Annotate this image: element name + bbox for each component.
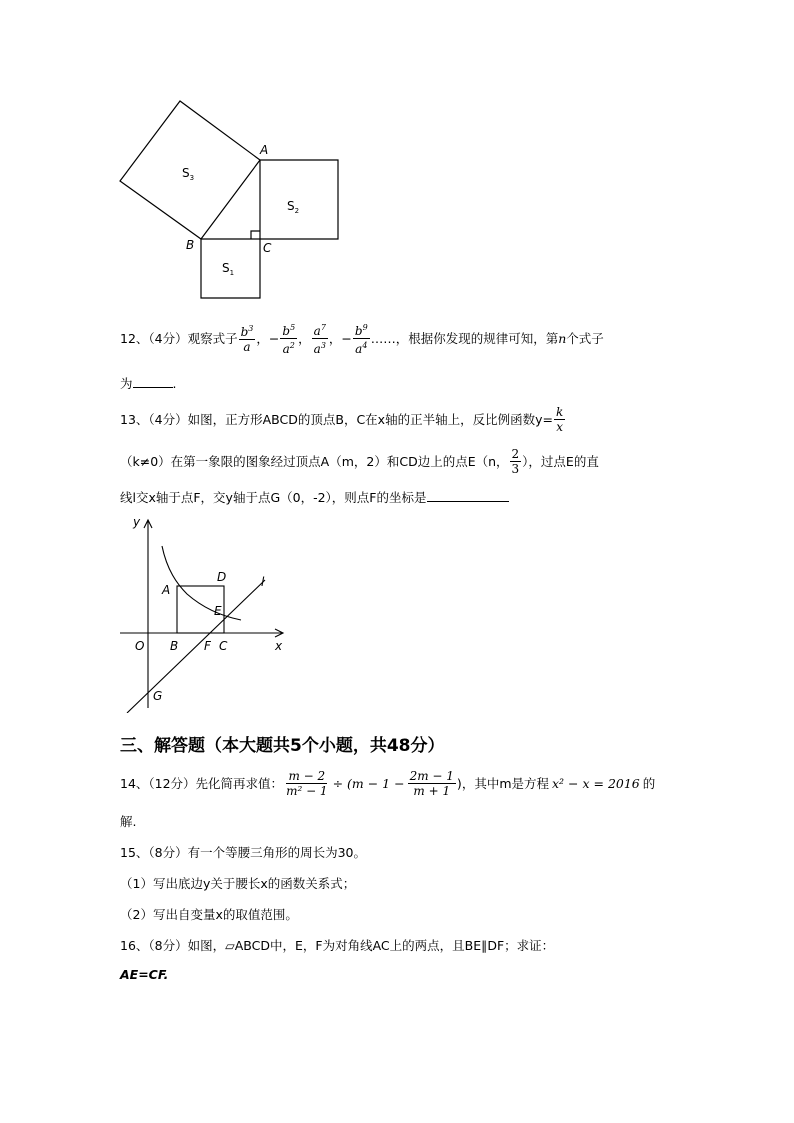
fig2-d: D <box>217 570 227 584</box>
label-s1: $S_1$ <box>222 261 235 277</box>
q14-fraction1: $\frac{m - 2}{\text{m² − 1}}$ <box>286 768 328 798</box>
question-13-line2 <box>120 442 599 480</box>
fig2-y: y <box>133 515 141 529</box>
question-14-line1 <box>120 762 655 804</box>
label-s2: $S_2$ <box>287 199 300 215</box>
q13-two-thirds: $\frac{2}{3}$ <box>511 446 520 476</box>
q13-line2b: ），过点E的直 <box>522 454 599 469</box>
q14-prefix: 14、（12分）先化简再求值： <box>120 776 284 791</box>
square-s2 <box>260 160 338 239</box>
q12-term3: $\frac{a^7}{a^3}$ <box>313 322 326 356</box>
q14-end: 的 <box>642 776 656 791</box>
question-16-line2: AE=CF. <box>120 967 169 982</box>
q12-ellipsis: ……，根据你发现的规律可知，第 <box>370 331 559 346</box>
label-b: B <box>186 238 195 252</box>
q12-prefix: 12、（4分）观察式子 <box>120 331 238 346</box>
q13-line1: 13、（4分）如图，正方形ABCD的顶点B，C在x轴的正半轴上，反比例函数y= <box>120 412 553 427</box>
q14-fraction2: $\frac{2m - 1}{m + 1}$ <box>409 768 454 798</box>
fig2-f: F <box>204 639 211 653</box>
q12-sep3: ，− <box>328 331 352 346</box>
q12-line2: 为 <box>120 376 133 391</box>
label-a: A <box>260 143 269 157</box>
question-12-line1 <box>120 318 604 358</box>
question-15-line1: 15、（8分）有一个等腰三角形的周长为30。 <box>120 845 367 860</box>
fig2-b: B <box>170 639 179 653</box>
right-angle-mark <box>251 231 260 239</box>
q12-term1: $\frac{b^3}{a}$ <box>240 324 254 354</box>
q12-answer-blank <box>133 375 173 388</box>
q12-term2: $\frac{b^5}{a^2}$ <box>282 322 296 356</box>
question-14-line2: 解. <box>120 814 137 829</box>
q14-close: ) <box>456 775 462 791</box>
fig2-a: A <box>162 583 171 597</box>
question-13-line3 <box>120 488 509 506</box>
fig2-l: l <box>261 575 265 589</box>
fig2-x: x <box>275 639 283 653</box>
question-15-line2: （1）写出底边y关于腰长x的函数关系式； <box>120 876 356 891</box>
q13-k-over-x: $\frac{k}{x}$ <box>555 404 564 434</box>
pythagoras-figure <box>110 95 355 305</box>
q13-line3: 线l交x轴于点F，交y轴于点G（0，-2），则点F的坐标是 <box>120 490 427 505</box>
q13-line2a: （k≠0）在第一象限的图象经过顶点A（m，2）和CD边上的点E（n， <box>120 454 509 469</box>
question-13-line1 <box>120 400 566 438</box>
q12-period: . <box>172 376 177 391</box>
q14-equation: x² − x = 2016 <box>552 775 640 791</box>
q14-divide: ÷ (m − 1 − <box>332 775 405 791</box>
q12-term4: $\frac{b^9}{a^4}$ <box>354 322 368 356</box>
fig2-g: G <box>153 689 163 703</box>
fig2-o: O <box>135 639 145 653</box>
label-s3: $S_3$ <box>182 166 195 182</box>
question-15-line3: （2）写出自变量x的取值范围。 <box>120 907 298 922</box>
hyperbola-curve <box>162 546 241 620</box>
q12-sep1: ，− <box>256 331 280 346</box>
q12-sep2: ， <box>298 331 311 346</box>
q12-n: n <box>558 330 567 346</box>
q13-answer-blank <box>427 489 509 502</box>
fig2-c: C <box>219 639 228 653</box>
label-c: C <box>263 241 272 255</box>
coordinate-figure <box>115 508 300 713</box>
section-3-heading: 三、解答题（本大题共5个小题，共48分） <box>120 736 445 756</box>
question-12-line2 <box>120 374 177 392</box>
q14-mid: ，其中m是方程 <box>461 776 549 791</box>
square-s3 <box>120 101 260 239</box>
fig2-e: E <box>214 604 222 618</box>
question-16-line1: 16、（8分）如图，▱ABCD中，E，F为对角线AC上的两点，且BE∥DF；求证： <box>120 938 555 953</box>
q12-suffix: 个式子 <box>566 331 604 346</box>
